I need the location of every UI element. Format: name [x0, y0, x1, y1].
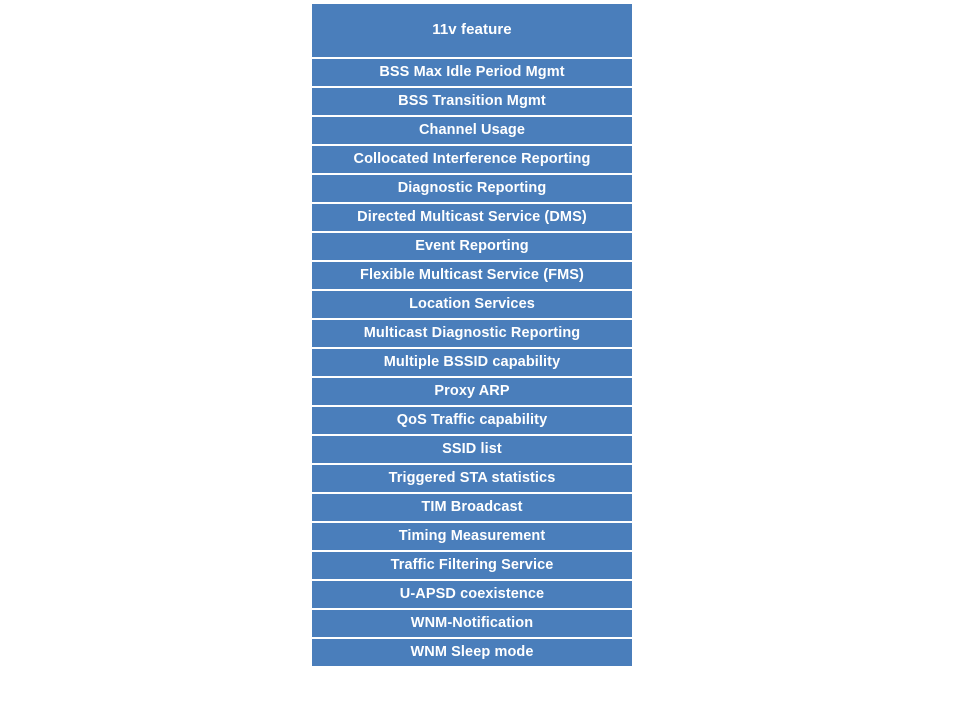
table-row: BSS Transition Mgmt	[312, 88, 632, 117]
table-row: TIM Broadcast	[312, 494, 632, 523]
table-row: Timing Measurement	[312, 523, 632, 552]
table-row: QoS Traffic capability	[312, 407, 632, 436]
table-row: Directed Multicast Service (DMS)	[312, 204, 632, 233]
table-row: U-APSD coexistence	[312, 581, 632, 610]
table-row: WNM-Notification	[312, 610, 632, 639]
table-header-cell: 11v feature	[312, 4, 632, 59]
table-row: Diagnostic Reporting	[312, 175, 632, 204]
table-row: Location Services	[312, 291, 632, 320]
table-row: WNM Sleep mode	[312, 639, 632, 668]
table-row: Channel Usage	[312, 117, 632, 146]
table-row: Flexible Multicast Service (FMS)	[312, 262, 632, 291]
table-row: Multiple BSSID capability	[312, 349, 632, 378]
table-row: Triggered STA statistics	[312, 465, 632, 494]
table-row: Proxy ARP	[312, 378, 632, 407]
table-row: Event Reporting	[312, 233, 632, 262]
table-row: SSID list	[312, 436, 632, 465]
table-row: Collocated Interference Reporting	[312, 146, 632, 175]
table-row: BSS Max Idle Period Mgmt	[312, 59, 632, 88]
table-body	[312, 59, 632, 668]
table-row: Multicast Diagnostic Reporting	[312, 320, 632, 349]
table-row: Traffic Filtering Service	[312, 552, 632, 581]
feature-table	[312, 4, 632, 668]
